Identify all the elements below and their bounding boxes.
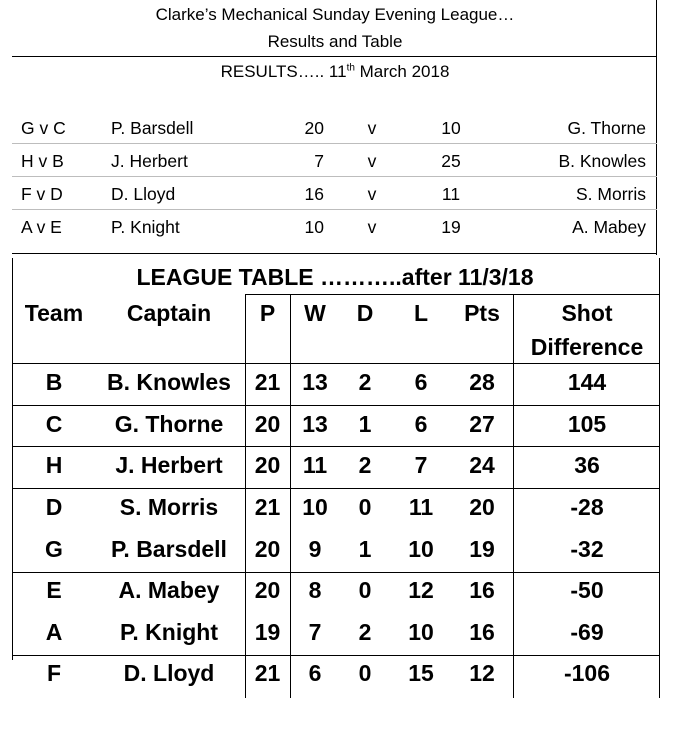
table-cell-captain: P. Knight bbox=[120, 619, 218, 645]
table-cell-team: F bbox=[46, 660, 62, 686]
row-divider bbox=[12, 572, 660, 573]
result-fixture: A v E bbox=[21, 217, 62, 237]
table-cell-points: 28 bbox=[469, 369, 495, 395]
table-cell-points: 24 bbox=[469, 452, 495, 478]
table-cell-captain: S. Morris bbox=[119, 494, 219, 520]
table-cell-drawn: 2 bbox=[358, 452, 372, 478]
table-cell-points: 16 bbox=[469, 577, 495, 603]
table-cell-shot-difference: 36 bbox=[574, 452, 600, 478]
result-home-captain: D. Lloyd bbox=[111, 184, 176, 204]
table-cell-drawn: 0 bbox=[358, 494, 372, 520]
result-row-divider bbox=[12, 209, 657, 210]
table-cell-won: 6 bbox=[308, 660, 322, 686]
table-cell-lost: 15 bbox=[408, 660, 434, 686]
table-cell-shot-difference: 144 bbox=[567, 369, 607, 395]
result-fixture: H v B bbox=[21, 151, 64, 171]
table-cell-lost: 7 bbox=[414, 452, 428, 478]
table-cell-points: 16 bbox=[469, 619, 495, 645]
table-cell-drawn: 1 bbox=[358, 536, 372, 562]
row-divider bbox=[12, 363, 660, 364]
table-cell-played: 20 bbox=[254, 536, 281, 562]
table-cell-team: G bbox=[45, 536, 63, 562]
header-captain: Captain bbox=[126, 300, 212, 326]
table-cell-played: 20 bbox=[254, 411, 281, 437]
result-away-score: 11 bbox=[441, 184, 461, 204]
table-cell-points: 27 bbox=[469, 411, 495, 437]
table-cell-lost: 6 bbox=[414, 369, 428, 395]
table-cell-won: 7 bbox=[308, 619, 322, 645]
results-bottom-border bbox=[12, 253, 657, 254]
table-cell-lost: 6 bbox=[414, 411, 428, 437]
result-home-score: 10 bbox=[304, 217, 324, 237]
result-fixture: G v C bbox=[21, 118, 66, 138]
table-cell-shot-difference: -50 bbox=[570, 577, 604, 603]
table-cell-shot-difference: -69 bbox=[570, 619, 604, 645]
header-shot-difference-line1: Shot bbox=[561, 300, 613, 326]
table-cell-points: 19 bbox=[469, 536, 495, 562]
table-cell-captain: A. Mabey bbox=[118, 577, 220, 603]
result-row-divider bbox=[12, 143, 657, 144]
table-cell-lost: 10 bbox=[408, 619, 434, 645]
table-cell-won: 10 bbox=[302, 494, 328, 520]
result-home-captain: J. Herbert bbox=[111, 151, 188, 171]
table-cell-played: 21 bbox=[254, 660, 281, 686]
table-cell-drawn: 2 bbox=[358, 619, 372, 645]
result-away-captain: A. Mabey bbox=[572, 217, 646, 237]
table-cell-played: 19 bbox=[254, 619, 281, 645]
header-played: P bbox=[259, 300, 276, 326]
table-cell-drawn: 0 bbox=[358, 577, 372, 603]
results-date-heading: RESULTS….. 11th March 2018 bbox=[220, 62, 450, 81]
table-left-border bbox=[12, 258, 13, 660]
table-cell-drawn: 2 bbox=[358, 369, 372, 395]
results-right-border bbox=[656, 110, 657, 255]
header-divider bbox=[12, 56, 657, 57]
row-divider bbox=[12, 446, 660, 447]
table-cell-points: 20 bbox=[469, 494, 495, 520]
table-cell-played: 20 bbox=[254, 577, 281, 603]
table-cell-team: H bbox=[45, 452, 63, 478]
table-cell-won: 11 bbox=[302, 452, 328, 478]
table-cell-lost: 10 bbox=[408, 536, 434, 562]
table-cell-played: 21 bbox=[254, 369, 281, 395]
result-away-score: 25 bbox=[441, 151, 461, 171]
table-cell-drawn: 1 bbox=[358, 411, 372, 437]
league-title: Clarke’s Mechanical Sunday Evening League… bbox=[155, 5, 515, 24]
table-cell-won: 9 bbox=[308, 536, 322, 562]
table-cell-captain: P. Barsdell bbox=[111, 536, 227, 562]
result-away-score: 10 bbox=[441, 118, 461, 138]
row-divider bbox=[12, 488, 660, 489]
table-cell-won: 13 bbox=[302, 369, 328, 395]
result-home-score: 7 bbox=[314, 151, 324, 171]
table-cell-captain: J. Herbert bbox=[115, 452, 223, 478]
result-vs: v bbox=[367, 118, 377, 138]
result-away-captain: S. Morris bbox=[576, 184, 646, 204]
result-home-captain: P. Knight bbox=[111, 217, 180, 237]
table-cell-lost: 12 bbox=[408, 577, 434, 603]
header-points: Pts bbox=[464, 300, 500, 326]
result-vs: v bbox=[367, 217, 377, 237]
result-row-divider bbox=[12, 176, 657, 177]
table-cell-team: A bbox=[45, 619, 63, 645]
result-away-captain: G. Thorne bbox=[567, 118, 646, 138]
result-away-score: 19 bbox=[441, 217, 461, 237]
table-cell-team: B bbox=[45, 369, 63, 395]
header-won: W bbox=[304, 300, 326, 326]
table-cell-captain: B. Knowles bbox=[107, 369, 231, 395]
header-team: Team bbox=[24, 300, 84, 326]
table-cell-team: E bbox=[46, 577, 62, 603]
league-subtitle: Results and Table bbox=[267, 32, 403, 51]
row-divider bbox=[12, 405, 660, 406]
result-home-score: 20 bbox=[304, 118, 324, 138]
table-cell-drawn: 0 bbox=[358, 660, 372, 686]
table-cell-won: 13 bbox=[302, 411, 328, 437]
table-cell-captain: D. Lloyd bbox=[123, 660, 215, 686]
table-cell-shot-difference: -32 bbox=[570, 536, 604, 562]
header-drawn: D bbox=[356, 300, 374, 326]
header-lost: L bbox=[413, 300, 429, 326]
result-vs: v bbox=[367, 151, 377, 171]
header-shot-difference-line2: Difference bbox=[530, 334, 644, 360]
result-home-score: 16 bbox=[304, 184, 324, 204]
table-cell-points: 12 bbox=[469, 660, 495, 686]
table-cell-shot-difference: -106 bbox=[563, 660, 611, 686]
league-table-title: LEAGUE TABLE ………..after 11/3/18 bbox=[136, 264, 534, 290]
table-cell-lost: 11 bbox=[408, 494, 434, 520]
row-divider bbox=[12, 655, 660, 656]
table-title-divider bbox=[245, 294, 660, 295]
table-cell-captain: G. Thorne bbox=[114, 411, 224, 437]
result-away-captain: B. Knowles bbox=[558, 151, 646, 171]
table-cell-team: C bbox=[45, 411, 63, 437]
table-cell-played: 21 bbox=[254, 494, 281, 520]
result-vs: v bbox=[367, 184, 377, 204]
table-cell-shot-difference: -28 bbox=[570, 494, 604, 520]
result-fixture: F v D bbox=[21, 184, 63, 204]
table-cell-shot-difference: 105 bbox=[567, 411, 607, 437]
table-cell-played: 20 bbox=[254, 452, 281, 478]
result-home-captain: P. Barsdell bbox=[111, 118, 194, 138]
table-cell-won: 8 bbox=[308, 577, 322, 603]
table-cell-team: D bbox=[45, 494, 63, 520]
